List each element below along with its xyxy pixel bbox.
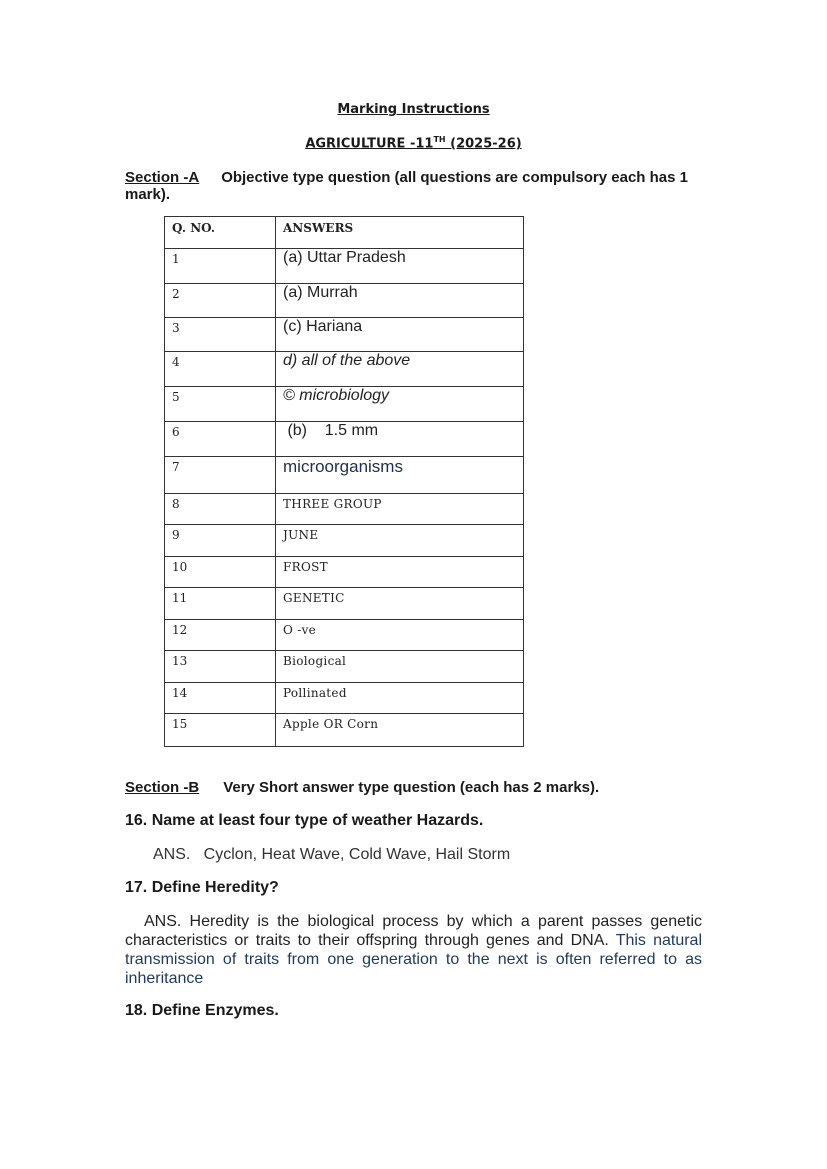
header-qno: Q. NO. (165, 217, 276, 249)
row-qno: 5 (165, 387, 276, 422)
section-a-label: Section -A (125, 169, 200, 186)
row-answer: (c) Hariana (276, 318, 524, 352)
row-qno: 6 (165, 422, 276, 457)
row-answer: (a) Uttar Pradesh (276, 249, 524, 284)
subtitle-suffix: (2025-26) (445, 136, 522, 152)
row-answer: Apple OR Corn (276, 714, 524, 747)
row-answer: microorganisms (276, 457, 524, 494)
section-b-heading (125, 779, 745, 796)
table-row (165, 249, 524, 284)
table-row (165, 352, 524, 387)
row-answer: O -ve (276, 620, 524, 651)
row-answer: JUNE (276, 525, 524, 557)
header-answers: ANSWERS (276, 217, 524, 249)
table-row (165, 318, 524, 352)
row-answer: Biological (276, 651, 524, 683)
table-row (165, 651, 524, 683)
answer-17-part2: This natural transmission of traits from one generation to the next is often referred to as inheritance (125, 932, 703, 987)
question-16: 16. Name at least four type of weather Hazards. (125, 812, 484, 829)
row-qno: 12 (165, 620, 276, 651)
section-b-description: Very Short answer type question (each has 2 marks). (223, 779, 600, 796)
row-answer: (a) Murrah (276, 284, 524, 318)
table-row (165, 620, 524, 651)
row-qno: 2 (165, 284, 276, 318)
table-row (165, 588, 524, 620)
row-answer: FROST (276, 557, 524, 588)
row-qno: 1 (165, 249, 276, 284)
table-row (165, 387, 524, 422)
subtitle-prefix: AGRICULTURE -11 (305, 136, 434, 152)
question-18: 18. Define Enzymes. (125, 1002, 279, 1019)
row-answer: © microbiology (276, 387, 524, 422)
row-answer: GENETIC (276, 588, 524, 620)
row-qno: 9 (165, 525, 276, 557)
row-qno: 15 (165, 714, 276, 747)
row-qno: 10 (165, 557, 276, 588)
row-answer: (b) 1.5 mm (276, 422, 524, 457)
table-row (165, 422, 524, 457)
section-a-heading (125, 169, 705, 203)
table-row (165, 525, 524, 557)
row-qno: 8 (165, 494, 276, 525)
table-row (165, 557, 524, 588)
answer-table (164, 216, 524, 747)
section-a-description: Objective type question (all questions are compulsory each has 1 mark). (125, 169, 688, 203)
subtitle-sup: TH (433, 135, 446, 144)
page-subtitle (0, 135, 827, 151)
table-row (165, 457, 524, 494)
question-17: 17. Define Heredity? (125, 879, 279, 896)
row-qno: 14 (165, 683, 276, 714)
row-qno: 7 (165, 457, 276, 494)
row-answer: Pollinated (276, 683, 524, 714)
page-title: Marking Instructions (337, 102, 490, 117)
row-qno: 3 (165, 318, 276, 352)
row-qno: 11 (165, 588, 276, 620)
row-qno: 4 (165, 352, 276, 387)
table-row (165, 714, 524, 747)
answer-16: ANS. Cyclon, Heat Wave, Cold Wave, Hail Storm (153, 846, 511, 863)
row-answer: THREE GROUP (276, 494, 524, 525)
table-row (165, 683, 524, 714)
answer-17-part1: ANS. Heredity is the biological process by which a parent passes genetic characteristics or traits to their offspring through genes and DNA. (125, 913, 702, 949)
answer-17 (125, 912, 702, 988)
table-row (165, 494, 524, 525)
section-b-label: Section -B (125, 779, 200, 796)
table-header-row (165, 217, 524, 249)
row-answer: d) all of the above (276, 352, 524, 387)
row-qno: 13 (165, 651, 276, 683)
table-row (165, 284, 524, 318)
